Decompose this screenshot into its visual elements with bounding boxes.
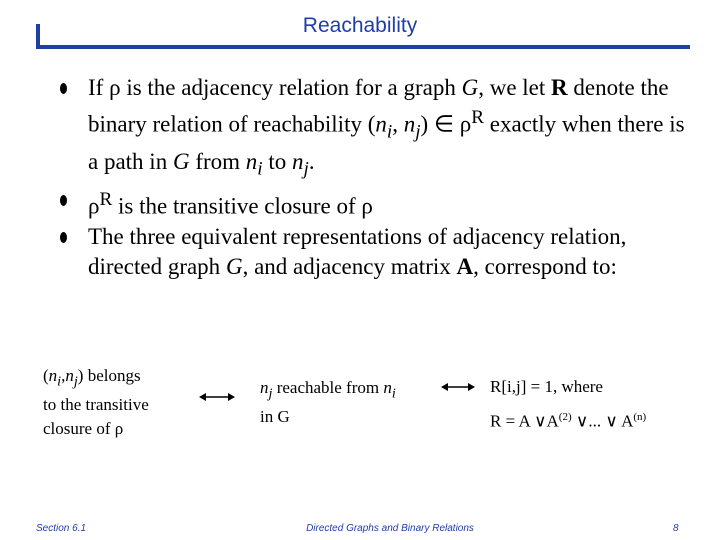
subscript: j <box>415 121 421 143</box>
text: is the transitive closure of <box>112 193 362 219</box>
text: to the transitive <box>43 395 149 415</box>
text: in G <box>260 407 290 427</box>
node-symbol: n <box>383 378 392 397</box>
text: closure of <box>43 419 115 439</box>
text: to <box>262 149 293 175</box>
superscript: (n) <box>633 411 647 423</box>
node-symbol: n <box>403 111 416 137</box>
superscript: R <box>471 107 485 128</box>
node-symbol: n <box>292 149 304 175</box>
superscript: R <box>99 188 113 210</box>
node-symbol: n <box>260 378 269 397</box>
text: , <box>61 366 66 385</box>
text: R[i,j] = 1, where <box>490 377 603 396</box>
text: ) ∈ <box>420 111 460 137</box>
matrix-symbol: A <box>456 253 474 279</box>
reachable-box <box>260 376 460 429</box>
rho-symbol: ρ <box>114 419 124 439</box>
text: from <box>189 149 246 175</box>
text: ∨... ∨ A <box>571 411 634 431</box>
relation-symbol: R <box>551 75 568 100</box>
text: is the adjacency relation for a graph <box>120 75 462 100</box>
rho-symbol: ρ <box>109 75 121 100</box>
text: The three equivalent representations of adjacency relation, directed graph <box>88 223 627 279</box>
footer-section: Section 6.1 <box>36 523 87 534</box>
title-rule <box>36 45 690 49</box>
text: , correspond to: <box>473 253 617 279</box>
subscript: j <box>268 385 273 402</box>
bullet-list <box>88 73 688 282</box>
text: , we let <box>478 75 552 100</box>
subscript: i <box>257 158 263 180</box>
closure-box <box>43 364 193 441</box>
node-symbol: n <box>65 366 74 385</box>
slide-title: Reachability <box>302 14 418 37</box>
text: , and adjacency matrix <box>242 253 457 279</box>
bullet-item <box>88 185 688 222</box>
rho-symbol: ρ <box>361 193 373 219</box>
subscript: j <box>303 158 309 180</box>
node-symbol: n <box>48 366 58 385</box>
text: ) belongs <box>77 366 141 385</box>
subscript: i <box>57 373 62 390</box>
text: reachable from <box>272 378 384 397</box>
superscript: (2) <box>558 411 572 423</box>
page-number: 8 <box>673 523 679 534</box>
subscript: j <box>73 373 78 390</box>
subscript: i <box>386 121 393 143</box>
matrix-box <box>490 372 710 437</box>
text: If <box>88 75 110 100</box>
text: R = A ∨A <box>490 411 559 431</box>
graph-symbol: G <box>225 253 243 279</box>
bullet-dot-icon <box>60 232 67 243</box>
graph-symbol: G <box>172 149 190 175</box>
bullet-dot-icon <box>60 83 67 94</box>
node-symbol: n <box>245 149 258 175</box>
graph-symbol: G <box>461 75 479 100</box>
text: exactly when there is a path in <box>88 111 685 175</box>
text: denote the binary relation of reachability ( <box>88 75 669 137</box>
node-symbol: n <box>375 111 387 137</box>
text: ( <box>43 366 49 385</box>
footer-title: Directed Graphs and Binary Relations <box>306 523 474 534</box>
rho-symbol: ρ <box>88 193 100 219</box>
bullet-item <box>88 222 688 282</box>
rho-symbol: ρ <box>459 111 472 137</box>
bullet-item <box>88 73 688 185</box>
bullet-dot-icon <box>60 195 67 206</box>
subscript: i <box>391 385 396 402</box>
text: , <box>392 111 404 137</box>
double-arrow-icon <box>198 390 236 404</box>
text: . <box>308 149 315 175</box>
double-arrow-icon <box>440 380 476 394</box>
